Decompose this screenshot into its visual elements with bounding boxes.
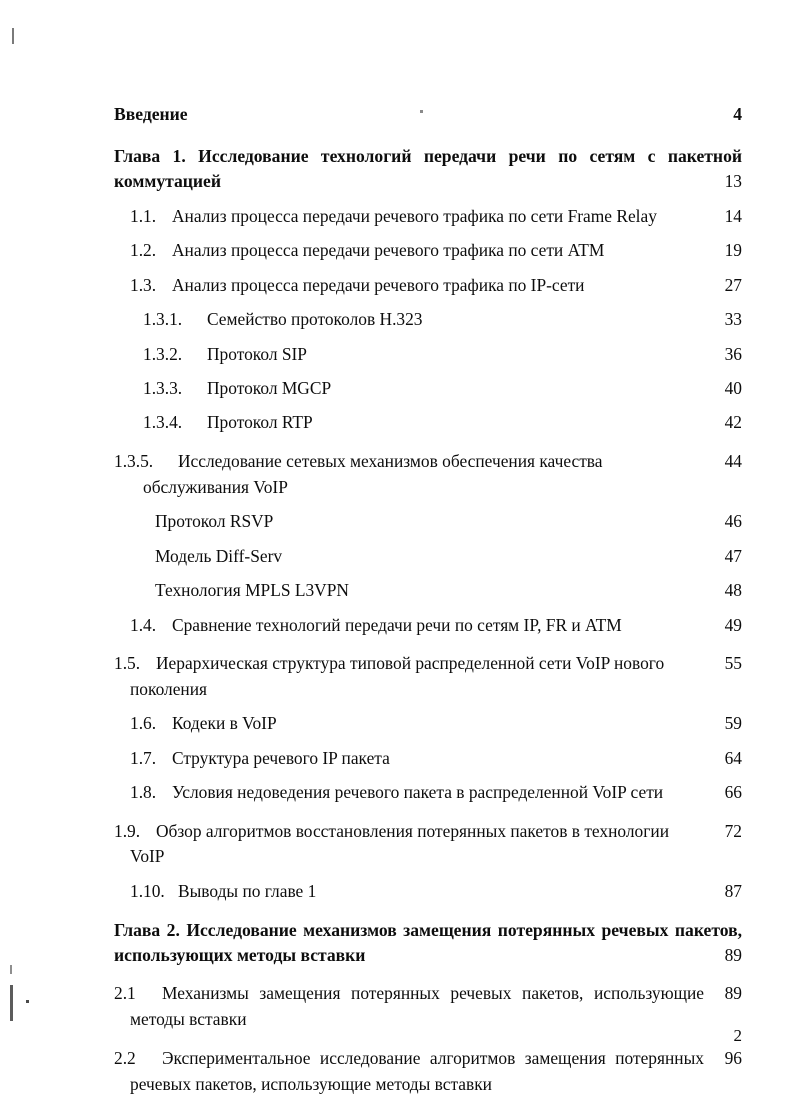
toc-entry-number: 1.5. [114, 652, 141, 673]
toc-entry-body [114, 1046, 742, 1095]
toc-entry-sec-1-3[interactable] [130, 274, 742, 295]
toc-entry-title: Механизмы замещения потерянных речевых пакетов, использующие методы вставки [130, 983, 704, 1030]
toc-entry-body [114, 651, 742, 703]
toc-entry-page: 96 [724, 1047, 742, 1068]
toc-entry-sec-1-3-2[interactable] [143, 343, 742, 364]
toc-entry-number: 1.4. [130, 614, 157, 635]
scan-artifact-bottom-left [10, 985, 13, 1021]
toc-entry-page: 19 [724, 240, 742, 261]
toc-entry-page: 42 [724, 412, 742, 433]
toc-entry-sec-2-1[interactable] [114, 981, 742, 1033]
scan-artifact-bottom-left-secondary [10, 965, 12, 974]
toc-entry-sec-1-3-4[interactable] [143, 414, 742, 431]
toc-entry-page: 36 [724, 343, 742, 364]
page-folio: 2 [733, 1026, 742, 1045]
toc-entry-page: 40 [724, 377, 742, 398]
toc-entry-page: 59 [724, 713, 742, 734]
toc-entry-number: 2.1 [114, 983, 136, 1004]
toc-entry-number: 1.3.3. [143, 377, 183, 398]
toc-entry-number: 1.3.4. [143, 412, 183, 433]
toc-entry-chapter-2[interactable] [114, 918, 742, 968]
toc-entry-title: Введение [114, 104, 188, 124]
toc-entry-sec-1-3-1[interactable] [143, 311, 742, 328]
toc-entry-number: 1.2. [130, 240, 157, 261]
toc-entry-sec-diffserv[interactable] [155, 545, 742, 566]
toc-entry-page: 72 [724, 820, 742, 841]
toc-entry-page: 13 [724, 171, 742, 192]
toc-entry-sec-1-3-3[interactable] [143, 377, 742, 398]
toc-entry-page: 48 [724, 580, 742, 601]
toc-entry-title: Анализ процесса передачи речевого трафика по сети ATM [172, 240, 605, 261]
toc-entry-sec-1-1[interactable] [130, 205, 742, 226]
toc-entry-title: Протокол RTP [207, 412, 313, 433]
toc-entry-title: Обзор алгоритмов восстановления потерянных пакетов в технологии VoIP [130, 820, 669, 867]
toc-entry-title: Экспериментальное исследование алгоритмов замещения потерянных речевых пакетов, использующие методы вставки [130, 1047, 704, 1094]
toc-entry-number: 1.3.2. [143, 343, 183, 364]
toc-entry-sec-1-8[interactable] [130, 784, 742, 801]
toc-entry-chapter-1[interactable] [114, 144, 742, 194]
toc-entry-title: Кодеки в VoIP [172, 713, 277, 734]
toc-entry-body [114, 981, 742, 1033]
toc-entry-sec-1-2[interactable] [130, 242, 742, 259]
toc-entry-title: Семейство протоколов H.323 [207, 309, 423, 330]
toc-entry-sec-1-4[interactable] [130, 614, 742, 635]
toc-entry-title: Протокол RSVP [155, 511, 274, 532]
toc-entry-number: 2.2 [114, 1047, 136, 1068]
toc-entry-page: 87 [724, 881, 742, 902]
toc-entry-number: 1.9. [114, 820, 141, 841]
toc-entry-sec-1-5[interactable] [114, 651, 742, 703]
toc-entry-title: Технология MPLS L3VPN [155, 580, 349, 601]
toc-entry-page: 4 [733, 104, 742, 124]
toc-entry-sec-1-9[interactable] [114, 819, 742, 871]
toc-entry-page: 89 [724, 944, 742, 965]
toc-entry-title: Протокол SIP [207, 343, 307, 364]
toc-entry-title: Условия недоведения речевого пакета в распределенной VoIP сети [172, 782, 664, 803]
toc-entry-title: Модель Diff-Serv [155, 545, 283, 566]
toc-entry-sec-1-6[interactable] [130, 715, 742, 732]
toc-entry-page: 89 [724, 983, 742, 1004]
toc-entry-sec-mpls[interactable] [155, 582, 742, 599]
toc-entry-title: Анализ процесса передачи речевого трафика по IP-сети [172, 274, 585, 295]
toc-entry-page: 66 [724, 782, 742, 803]
toc-entry-title: Глава 2. Исследование механизмов замещения потерянных речевых пакетов, использующих методы вставки [114, 919, 742, 965]
toc-entry-sec-1-3-5[interactable] [114, 449, 742, 501]
toc-entry-title: Иерархическая структура типовой распределенной сети VoIP нового поколения [130, 652, 665, 699]
toc-entry-page: 14 [724, 205, 742, 226]
toc-entry-number: 1.10. [130, 881, 165, 902]
toc-entry-number: 1.3.1. [143, 309, 183, 330]
toc-entry-page: 46 [724, 511, 742, 532]
toc-entry-page: 27 [724, 274, 742, 295]
toc-entry-page: 64 [724, 747, 742, 768]
toc-entry-title: Выводы по главе 1 [178, 881, 317, 902]
scan-artifact-top-left [12, 28, 14, 44]
toc-entry-page: 49 [724, 614, 742, 635]
toc-entry-number: 1.3. [130, 274, 157, 295]
toc-entry-title: Исследование сетевых механизмов обеспечения качества обслуживания VoIP [143, 450, 603, 497]
scan-artifact-dot [26, 1000, 29, 1003]
toc-entry-title: Анализ процесса передачи речевого трафика по сети Frame Relay [172, 205, 657, 226]
toc-entry-number: 1.6. [130, 713, 157, 734]
toc-entry-title: Структура речевого IP пакета [172, 747, 390, 768]
toc-entry-page: 44 [724, 450, 742, 471]
toc-entry-sec-2-2[interactable] [114, 1046, 742, 1095]
toc-entry-body [114, 449, 742, 501]
toc-entry-title: Глава 1. Исследование технологий передачи речи по сетям с пакетной коммутацией [114, 146, 742, 191]
toc-entry-title: Протокол MGCP [207, 377, 332, 398]
toc-entry-page: 55 [724, 652, 742, 673]
toc-entry-page: 33 [724, 309, 742, 330]
toc-entry-number: 1.7. [130, 747, 157, 768]
toc-entry-sec-1-10[interactable] [130, 883, 742, 900]
toc-entry-number: 1.8. [130, 782, 157, 803]
table-of-contents [114, 104, 742, 1095]
toc-entry-title: Сравнение технологий передачи речи по сетям IP, FR и ATM [172, 614, 622, 635]
toc-entry-number: 1.1. [130, 205, 157, 226]
toc-entry-body [114, 819, 742, 871]
toc-entry-number: 1.3.5. [114, 450, 154, 471]
toc-entry-sec-1-7[interactable] [130, 747, 742, 768]
toc-entry-page: 47 [724, 545, 742, 566]
toc-entry-sec-rsvp[interactable] [155, 513, 742, 530]
toc-entry-introduction[interactable] [114, 104, 742, 125]
